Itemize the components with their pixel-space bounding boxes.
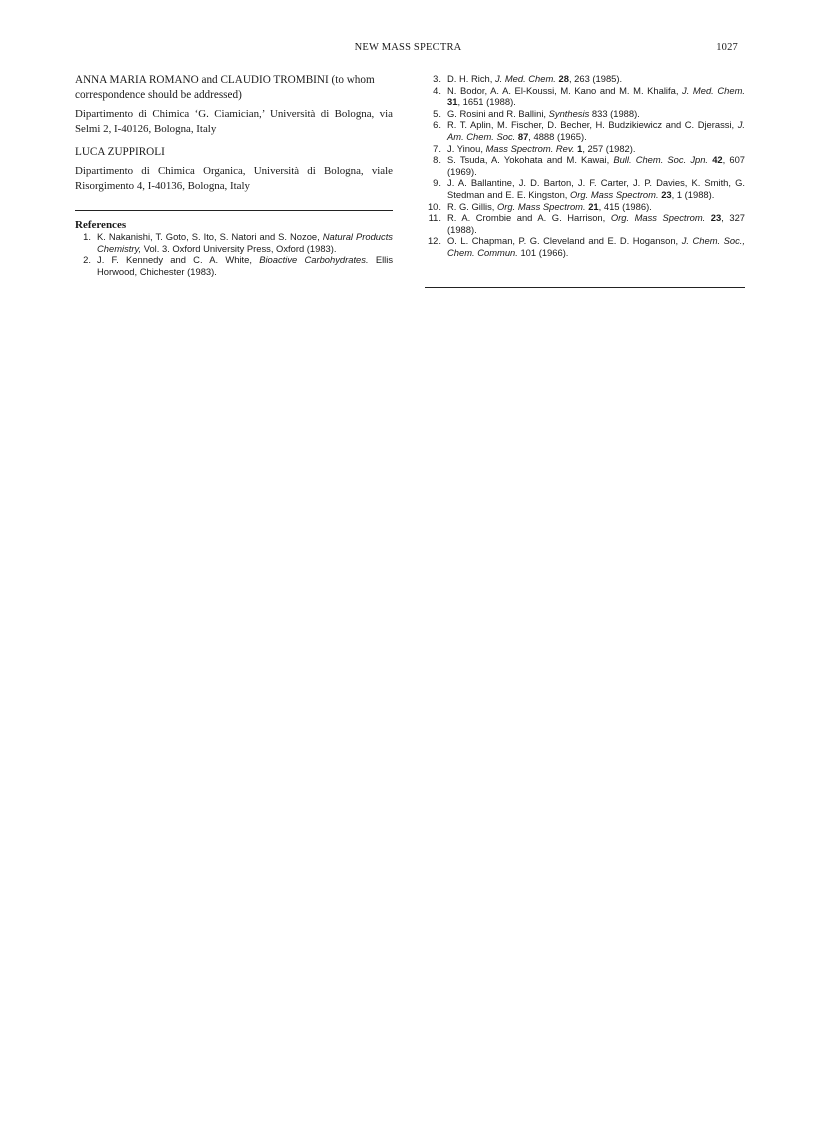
reference-item (425, 143, 745, 155)
reference-journal: J. Chem. Soc., Chem. Commun. (447, 235, 746, 258)
reference-item (425, 235, 745, 258)
author-name-group2: LUCA ZUPPIROLI (75, 146, 165, 158)
reference-number: 7. (433, 142, 441, 154)
references-list-left (75, 231, 393, 277)
reference-number: 6. (433, 119, 441, 131)
reference-volume: 1 (577, 142, 583, 154)
reference-details: , 1 (1988). (671, 188, 715, 200)
reference-details: 833 (1988). (589, 107, 640, 119)
reference-volume: 21 (588, 200, 599, 212)
reference-number: 2. (83, 254, 91, 266)
reference-journal: Org. Mass Spectrom. (570, 188, 659, 200)
reference-volume: 42 (712, 154, 723, 166)
reference-authors: S. Tsuda, A. Yokohata and M. Kawai, (447, 154, 610, 166)
reference-details: Vol. 3. Oxford University Press, Oxford (1983). (143, 242, 337, 254)
reference-item (425, 108, 745, 120)
reference-number: 4. (433, 84, 441, 96)
reference-authors: K. Nakanishi, T. Goto, S. Ito, S. Natori and S. Nozoe, (97, 231, 320, 242)
reference-details: , 415 (1986). (598, 200, 652, 212)
reference-number: 10. (427, 200, 441, 212)
reference-journal: J. Med. Chem. (682, 84, 745, 96)
divider-rule-left (75, 210, 393, 211)
reference-authors: J. A. Ballantine, J. D. Barton, J. F. Carter, J. P. Davies, K. Smith, G. Stedman and E. E. Kingston, (447, 177, 745, 200)
reference-item (425, 73, 745, 85)
reference-details: , 263 (1985). (568, 73, 623, 84)
reference-item (425, 177, 745, 200)
reference-volume: 31 (447, 96, 458, 108)
reference-item (425, 201, 745, 213)
reference-item (425, 154, 745, 177)
reference-item (75, 254, 393, 277)
reference-details: , 4888 (1965). (528, 130, 587, 142)
reference-details: Ellis Horwood, Chichester (1983). (97, 254, 394, 277)
reference-number: 9. (433, 177, 441, 189)
reference-authors: R. G. Gillis, (447, 200, 495, 212)
reference-item (425, 119, 745, 142)
reference-journal: Org. Mass Spectrom. (497, 200, 586, 212)
reference-title: Natural Products Chemistry, (97, 231, 393, 254)
running-title: NEW MASS SPECTRA (354, 42, 462, 53)
reference-authors: D. H. Rich, (447, 73, 493, 84)
reference-authors: R. A. Crombie and A. G. Harrison, (447, 212, 606, 224)
reference-title: Bioactive Carbohydrates. (259, 254, 369, 266)
reference-journal: Bull. Chem. Soc. Jpn. (613, 154, 709, 166)
affiliation-group2: Dipartimento di Chimica Organica, Università di Bologna, viale Risorgimento 4, I-40136, Bologna, Italy (75, 165, 393, 192)
affiliation-group1: Dipartimento di Chimica ‘G. Ciamician,’ Università di Bologna, via Selmi 2, I-40126, Bologna, Italy (75, 108, 393, 135)
reference-journal: J. Am. Chem. Soc. (447, 119, 745, 142)
reference-journal: J. Med. Chem. (494, 73, 556, 84)
running-head (0, 42, 816, 56)
reference-authors: O. L. Chapman, P. G. Cleveland and E. D. Hoganson, (447, 235, 679, 247)
reference-authors: R. T. Aplin, M. Fischer, D. Becher, H. Budzikiewicz and C. Djerassi, (447, 119, 735, 131)
reference-authors: G. Rosini and R. Ballini, (447, 107, 547, 119)
author-names-group1: ANNA MARIA ROMANO and CLAUDIO TROMBINI (to whom correspondence should be addressed) (75, 74, 375, 101)
references-list-right (425, 73, 745, 259)
references-heading: References (75, 219, 127, 231)
reference-journal: Org. Mass Spectrom. (610, 212, 706, 224)
reference-details: 101 (1966). (517, 246, 569, 258)
reference-authors: J. Yinou, (447, 142, 483, 154)
reference-details: , 257 (1982). (582, 142, 636, 154)
reference-details: , 1651 (1988). (457, 96, 516, 108)
reference-authors: N. Bodor, A. A. El-Koussi, M. Kano and M. M. Khalifa, (447, 84, 679, 96)
reference-volume: 23 (661, 188, 672, 200)
reference-details: , 327 (1988). (447, 212, 745, 235)
reference-number: 5. (433, 107, 441, 119)
reference-number: 3. (433, 73, 441, 84)
reference-volume: 87 (517, 130, 529, 142)
reference-item (75, 231, 393, 254)
divider-rule-right (425, 287, 745, 288)
author-block (75, 73, 393, 194)
reference-item (425, 85, 745, 108)
reference-number: 8. (433, 154, 441, 166)
reference-item (425, 212, 745, 235)
reference-number: 11. (428, 212, 441, 224)
reference-details: , 607 (1969). (447, 154, 745, 177)
reference-volume: 28 (558, 73, 569, 84)
reference-authors: J. F. Kennedy and C. A. White, (97, 254, 252, 266)
reference-number: 12. (427, 235, 441, 247)
page-number: 1027 (716, 42, 738, 53)
reference-journal: Mass Spectrom. Rev. (485, 142, 575, 154)
reference-volume: 23 (710, 212, 722, 224)
reference-number: 1. (83, 231, 91, 242)
reference-journal: Synthesis (548, 107, 590, 119)
